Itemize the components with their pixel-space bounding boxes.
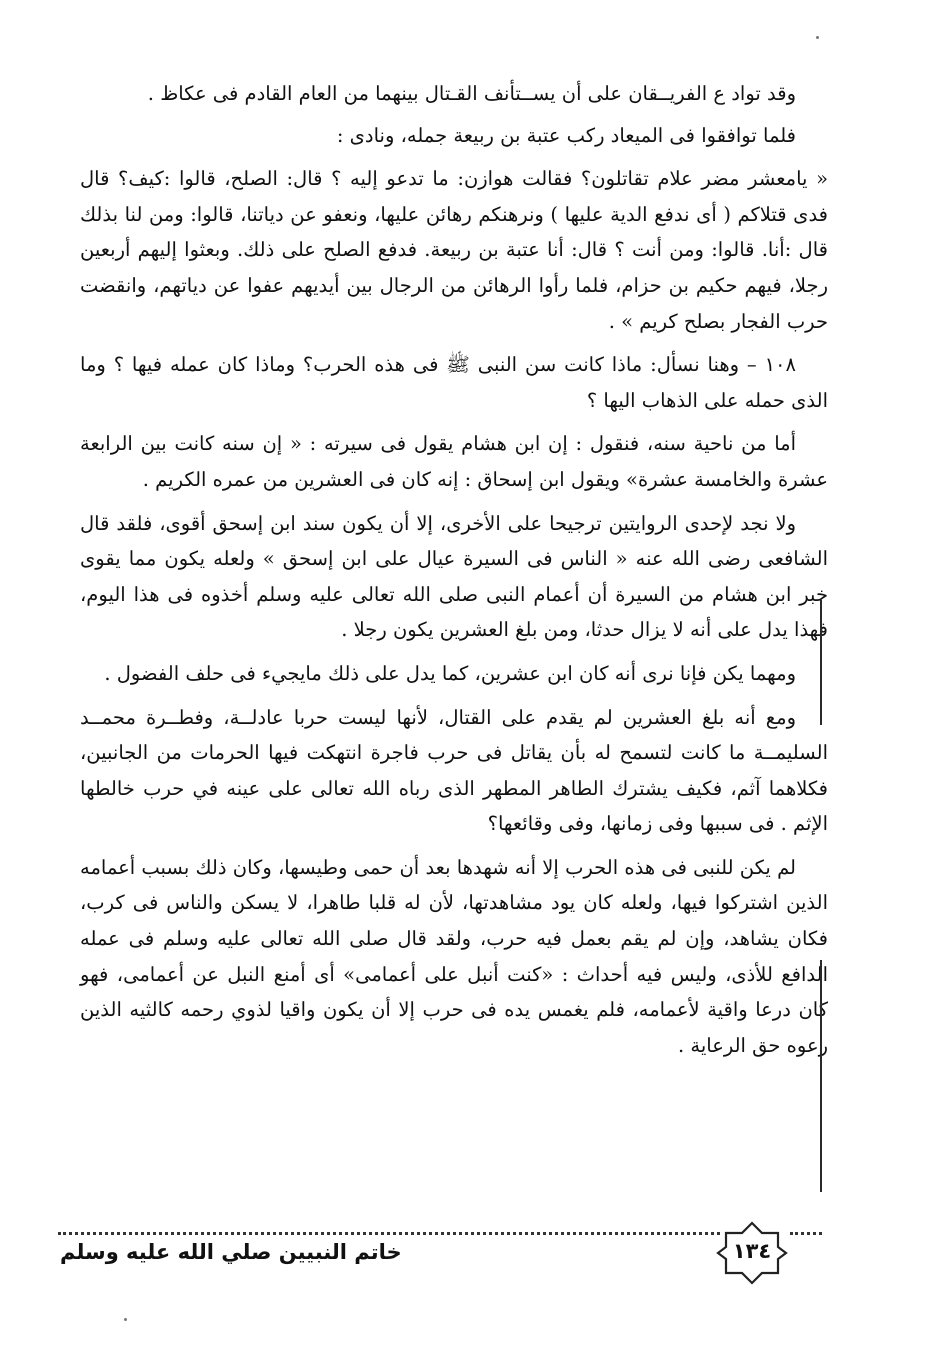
running-footer-title: خاتم النبيين صلي الله عليه وسلم: [60, 1240, 402, 1264]
paragraph-opinion: ومهما يكن فإنا نرى أنه كان ابن عشرين، كما يدل على ذلك مايجيء فى حلف الفضول .: [104, 661, 796, 685]
paragraph-narrations: ولا نجد لإحدى الروايتين ترجيحا على الأخرى، إلا أن يكون سند ابن إسحق أقوى، فلقد قال الشافعى رضى الله عنه « الناس فى السيرة عيال على ابن إسحق » ولعله يكون مما يقوى خبر ابن هشام من السيرة أن أعمام النبى صلى الله تعالى عليه وسلم أخذوه فى هذا اليوم، فهذا يدل على أنه لا يزال حدثا، ومن بلغ العشرين يكون رجلا .: [80, 511, 828, 642]
paper-speck: [816, 36, 819, 39]
page-body: [80, 76, 828, 1071]
paragraph-age: أما من ناحية سنه، فنقول : إن ابن هشام يقول فى سيرته : « إن سنه كانت بين الرابعة عشرة والخامسة عشرة» ويقول ابن إسحاق : إنه كان فى العشرين من عمره الكريم .: [80, 432, 828, 491]
paragraph-utba-call: فلما توافقوا فى الميعاد ركب عتبة بن ربيعة جمله، ونادى :: [336, 123, 796, 147]
paragraph-role: لم يكن للنبى فى هذه الحرب إلا أنه شهدها بعد أن حمى وطيسها، وكان ذلك بسبب أعمامه الذين اشتركوا فيها، ولعله كان يود مشاهدتها، لأن له قلبا طاهرا، لا يسكن والناس فى كرب، فكان يشاهد، وإن لم يقم بعمل فيه حرب، ولقد قال صلى الله تعالى عليه وسلم فى عمله الدافع للأذى، وليس فيه أحداث : «كنت أنبل على أعمامى» أى أمنع النبل عن أعمامى، فهو كان درعا واقية لأعمامه، فلم يغمس يده فى حرب إلا أن يكون واقيا لذوي رحمه كالثيه الذين رعوه حق الرعاية .: [80, 855, 828, 1057]
margin-rule-upper: [820, 600, 822, 725]
paper-speck: [124, 1318, 127, 1321]
footer-rule-left: [58, 1232, 720, 1235]
footer-rule-right: [790, 1232, 822, 1235]
page-number: ١٣٤: [732, 1239, 772, 1263]
paragraph-no-fighting: ومع أنه بلغ العشرين لم يقدم على القتال، لأنها ليست حربا عادلــة، وفطــرة محمــد السليمــة ما كانت لتسمح له بأن يقاتل فى حرب فاجرة انتهكت فيها الحرمات من الجانبين، فكلاهما آثم، فكيف يشترك الطاهر المطهر الذى رباه الله تعالى على عينه في حرب خالطها الإثم . فى سببها وفى زمانها، وفى وقائعها؟: [80, 705, 828, 836]
page-number-badge: [716, 1221, 788, 1285]
paragraph-truce: وقد تواد ع الفريــقان على أن يســتأنف القـتال بينهما من العام القادم فى عكاظ .: [147, 82, 796, 105]
paragraph-section-108: ١٠٨ – وهنا نسأل: ماذا كانت سن النبى ﷺ فى هذه الحرب؟ وماذا كان عمله فيها ؟ وما الذى حمله على الذهاب اليها ؟: [80, 353, 828, 412]
margin-rule-lower: [820, 960, 822, 1192]
paragraph-quoted-speech: « يامعشر مضر علام تقاتلون؟ فقالت هوازن: ما تدعو إليه ؟ قال: الصلح، قالوا :كيف؟ قال فدى قتلاكم ( أى ندفع الدية عليها ) ونرهنكم رهائن عليها، ونعفو عن دياتنا، قالوا: ومن لنا بذلك قال :أنا. قالوا: ومن أنت ؟ قال: أنا عتبة بن ربيعة. فدفع الصلح على ذلك. وبعثوا إليهم أربعين رجلا، فيهم حكيم بن حزام، فلما رأوا الرهائن من الرجال بين أيديهم عفوا عن دياتهم، وانقضت حرب الفجار بصلح كريم » .: [80, 167, 828, 333]
